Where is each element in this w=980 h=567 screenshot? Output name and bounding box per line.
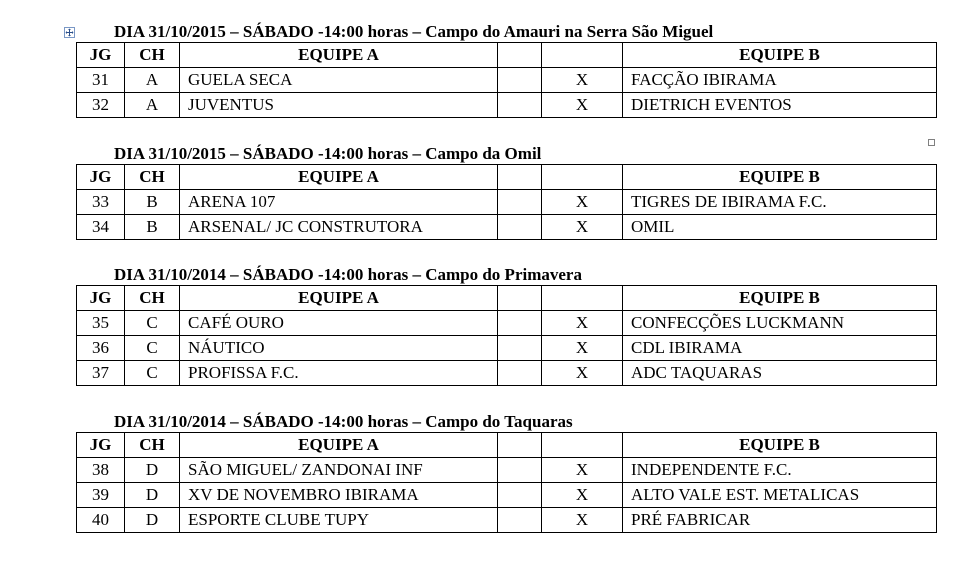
table-move-handle[interactable]: [64, 27, 75, 38]
block-title: DIA 31/10/2014 – SÁBADO -14:00 horas – Campo do Taquaras: [114, 412, 573, 431]
cell-team-a: JUVENTUS: [180, 93, 498, 118]
header-empty: [498, 165, 542, 190]
cell-team-b: DIETRICH EVENTOS: [623, 93, 937, 118]
header-ch: CH: [125, 165, 180, 190]
cell-ch: A: [125, 68, 180, 93]
table-header-row: [77, 43, 937, 68]
block-title: DIA 31/10/2015 – SÁBADO -14:00 horas – Campo do Amauri na Serra São Miguel: [114, 22, 714, 41]
cell-team-a: PROFISSA F.C.: [180, 361, 498, 386]
cell-ch: C: [125, 361, 180, 386]
cell-versus: X: [542, 508, 623, 533]
cell-empty: [498, 68, 542, 93]
table-row: [77, 483, 937, 508]
cell-ch: B: [125, 190, 180, 215]
cell-team-b: CONFECÇÕES LUCKMANN: [623, 311, 937, 336]
cell-team-b: TIGRES DE IBIRAMA F.C.: [623, 190, 937, 215]
header-empty: [542, 43, 623, 68]
table-row: [77, 458, 937, 483]
cell-ch: B: [125, 215, 180, 240]
header-jg: JG: [77, 165, 125, 190]
header-team-b: EQUIPE B: [623, 286, 937, 311]
header-jg: JG: [77, 286, 125, 311]
table-header-row: [77, 286, 937, 311]
block-title: DIA 31/10/2015 – SÁBADO -14:00 horas – Campo da Omil: [114, 144, 542, 163]
header-empty: [542, 433, 623, 458]
cell-empty: [498, 190, 542, 215]
header-jg: JG: [77, 43, 125, 68]
cell-ch: D: [125, 483, 180, 508]
cell-jg: 39: [77, 483, 125, 508]
cell-versus: X: [542, 190, 623, 215]
cell-empty: [498, 215, 542, 240]
cell-jg: 33: [77, 190, 125, 215]
cell-team-a: GUELA SECA: [180, 68, 498, 93]
cell-jg: 36: [77, 336, 125, 361]
cell-ch: A: [125, 93, 180, 118]
cell-jg: 31: [77, 68, 125, 93]
cell-team-b: OMIL: [623, 215, 937, 240]
cell-jg: 38: [77, 458, 125, 483]
table-row: [77, 93, 937, 118]
cell-jg: 37: [77, 361, 125, 386]
block-title: DIA 31/10/2014 – SÁBADO -14:00 horas – Campo do Primavera: [114, 265, 582, 284]
cell-versus: X: [542, 311, 623, 336]
cell-empty: [498, 93, 542, 118]
cell-empty: [498, 483, 542, 508]
header-empty: [498, 43, 542, 68]
cell-team-a: CAFÉ OURO: [180, 311, 498, 336]
header-ch: CH: [125, 433, 180, 458]
header-team-b: EQUIPE B: [623, 165, 937, 190]
header-empty: [498, 433, 542, 458]
cell-versus: X: [542, 215, 623, 240]
cell-empty: [498, 508, 542, 533]
header-ch: CH: [125, 286, 180, 311]
cell-jg: 32: [77, 93, 125, 118]
cell-team-b: ADC TAQUARAS: [623, 361, 937, 386]
cell-empty: [498, 361, 542, 386]
cell-jg: 35: [77, 311, 125, 336]
header-jg: JG: [77, 433, 125, 458]
cell-team-a: ARSENAL/ JC CONSTRUTORA: [180, 215, 498, 240]
four-way-arrow-icon: [65, 28, 74, 37]
cell-jg: 34: [77, 215, 125, 240]
table-row: [77, 508, 937, 533]
cell-team-a: NÁUTICO: [180, 336, 498, 361]
table-row: [77, 215, 937, 240]
cell-jg: 40: [77, 508, 125, 533]
match-table: [76, 432, 937, 533]
cell-ch: D: [125, 458, 180, 483]
cell-team-a: ESPORTE CLUBE TUPY: [180, 508, 498, 533]
header-team-b: EQUIPE B: [623, 433, 937, 458]
cell-versus: X: [542, 361, 623, 386]
table-row: [77, 190, 937, 215]
table-header-row: [77, 165, 937, 190]
cell-versus: X: [542, 336, 623, 361]
match-table: [76, 285, 937, 386]
cell-team-b: PRÉ FABRICAR: [623, 508, 937, 533]
cell-versus: X: [542, 483, 623, 508]
match-table: [76, 164, 937, 240]
cell-versus: X: [542, 93, 623, 118]
table-resize-handle[interactable]: [928, 139, 935, 146]
table-row: [77, 311, 937, 336]
header-empty: [498, 286, 542, 311]
cell-empty: [498, 458, 542, 483]
cell-empty: [498, 336, 542, 361]
cell-team-b: INDEPENDENTE F.C.: [623, 458, 937, 483]
table-header-row: [77, 433, 937, 458]
header-empty: [542, 165, 623, 190]
cell-team-b: CDL IBIRAMA: [623, 336, 937, 361]
header-team-a: EQUIPE A: [180, 286, 498, 311]
cell-empty: [498, 311, 542, 336]
cell-team-b: FACÇÃO IBIRAMA: [623, 68, 937, 93]
header-team-a: EQUIPE A: [180, 165, 498, 190]
table-row: [77, 361, 937, 386]
cell-ch: C: [125, 336, 180, 361]
header-team-a: EQUIPE A: [180, 433, 498, 458]
cell-team-a: XV DE NOVEMBRO IBIRAMA: [180, 483, 498, 508]
cell-ch: C: [125, 311, 180, 336]
cell-versus: X: [542, 68, 623, 93]
cell-team-a: SÃO MIGUEL/ ZANDONAI INF: [180, 458, 498, 483]
header-empty: [542, 286, 623, 311]
header-team-a: EQUIPE A: [180, 43, 498, 68]
table-row: [77, 68, 937, 93]
match-table: [76, 42, 937, 118]
cell-team-b: ALTO VALE EST. METALICAS: [623, 483, 937, 508]
cell-team-a: ARENA 107: [180, 190, 498, 215]
table-row: [77, 336, 937, 361]
header-ch: CH: [125, 43, 180, 68]
cell-versus: X: [542, 458, 623, 483]
header-team-b: EQUIPE B: [623, 43, 937, 68]
cell-ch: D: [125, 508, 180, 533]
